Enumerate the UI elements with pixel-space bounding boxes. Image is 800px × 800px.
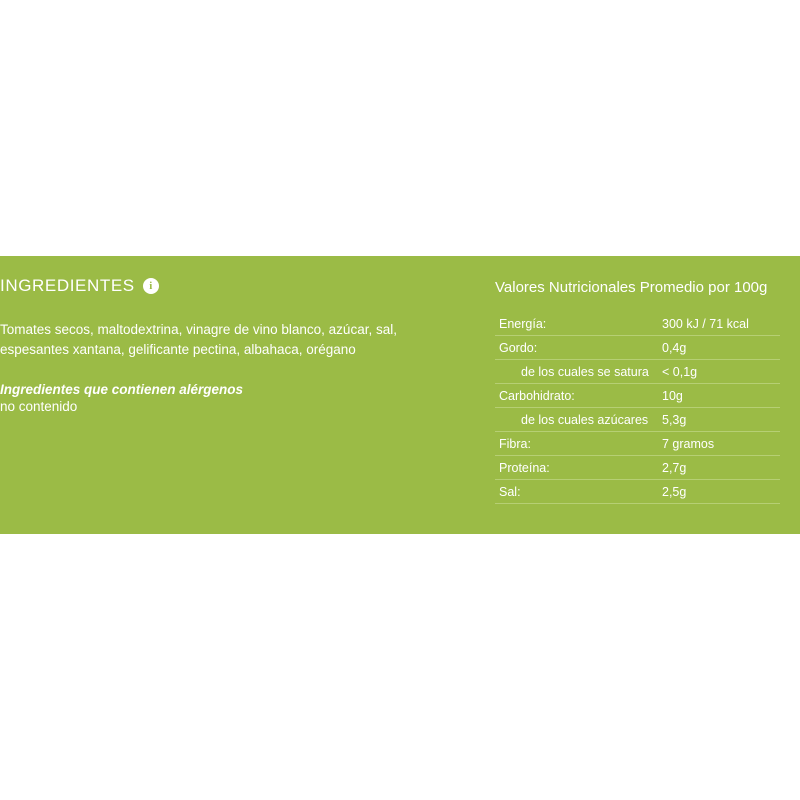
table-row <box>495 408 780 432</box>
nutrient-value: 10g <box>656 384 780 408</box>
ingredients-title: INGREDIENTES <box>0 276 135 295</box>
table-row <box>495 384 780 408</box>
nutrition-title: Valores Nutricionales Promedio por 100g <box>495 279 768 296</box>
nutrient-value: 5,3g <box>656 408 780 432</box>
nutrient-label: de los cuales azúcares <box>495 408 656 432</box>
nutrient-label: Carbohidrato: <box>495 384 656 408</box>
allergen-content: no contenido <box>0 399 78 414</box>
table-row <box>495 432 780 456</box>
table-row <box>495 480 780 504</box>
ingredients-header <box>0 276 429 296</box>
nutrient-label: de los cuales se satura <box>495 360 656 384</box>
table-row <box>495 456 780 480</box>
table-row <box>495 360 780 384</box>
nutrient-value: < 0,1g <box>656 360 780 384</box>
nutrient-label: Sal: <box>495 480 656 504</box>
nutrient-value: 0,4g <box>656 336 780 360</box>
ingredients-section <box>0 256 449 534</box>
nutrient-label: Fibra: <box>495 432 656 456</box>
nutrition-info-panel <box>0 256 800 534</box>
ingredients-list: Tomates secos, maltodextrina, vinagre de vino blanco, azúcar, sal, espesantes xantana, gelificante pectina, albahaca, orégano <box>0 322 397 357</box>
nutrition-section <box>449 256 800 534</box>
nutrient-label: Energía: <box>495 312 656 336</box>
nutrient-value: 7 gramos <box>656 432 780 456</box>
nutrient-value: 2,5g <box>656 480 780 504</box>
nutrient-label: Proteína: <box>495 456 656 480</box>
info-icon[interactable]: i <box>143 278 159 294</box>
nutrient-label: Gordo: <box>495 336 656 360</box>
allergen-heading: Ingredientes que contienen alérgenos <box>0 382 244 397</box>
nutrient-value: 2,7g <box>656 456 780 480</box>
table-row <box>495 312 780 336</box>
nutrient-value: 300 kJ / 71 kcal <box>656 312 780 336</box>
table-row <box>495 336 780 360</box>
nutrition-table <box>495 312 780 504</box>
